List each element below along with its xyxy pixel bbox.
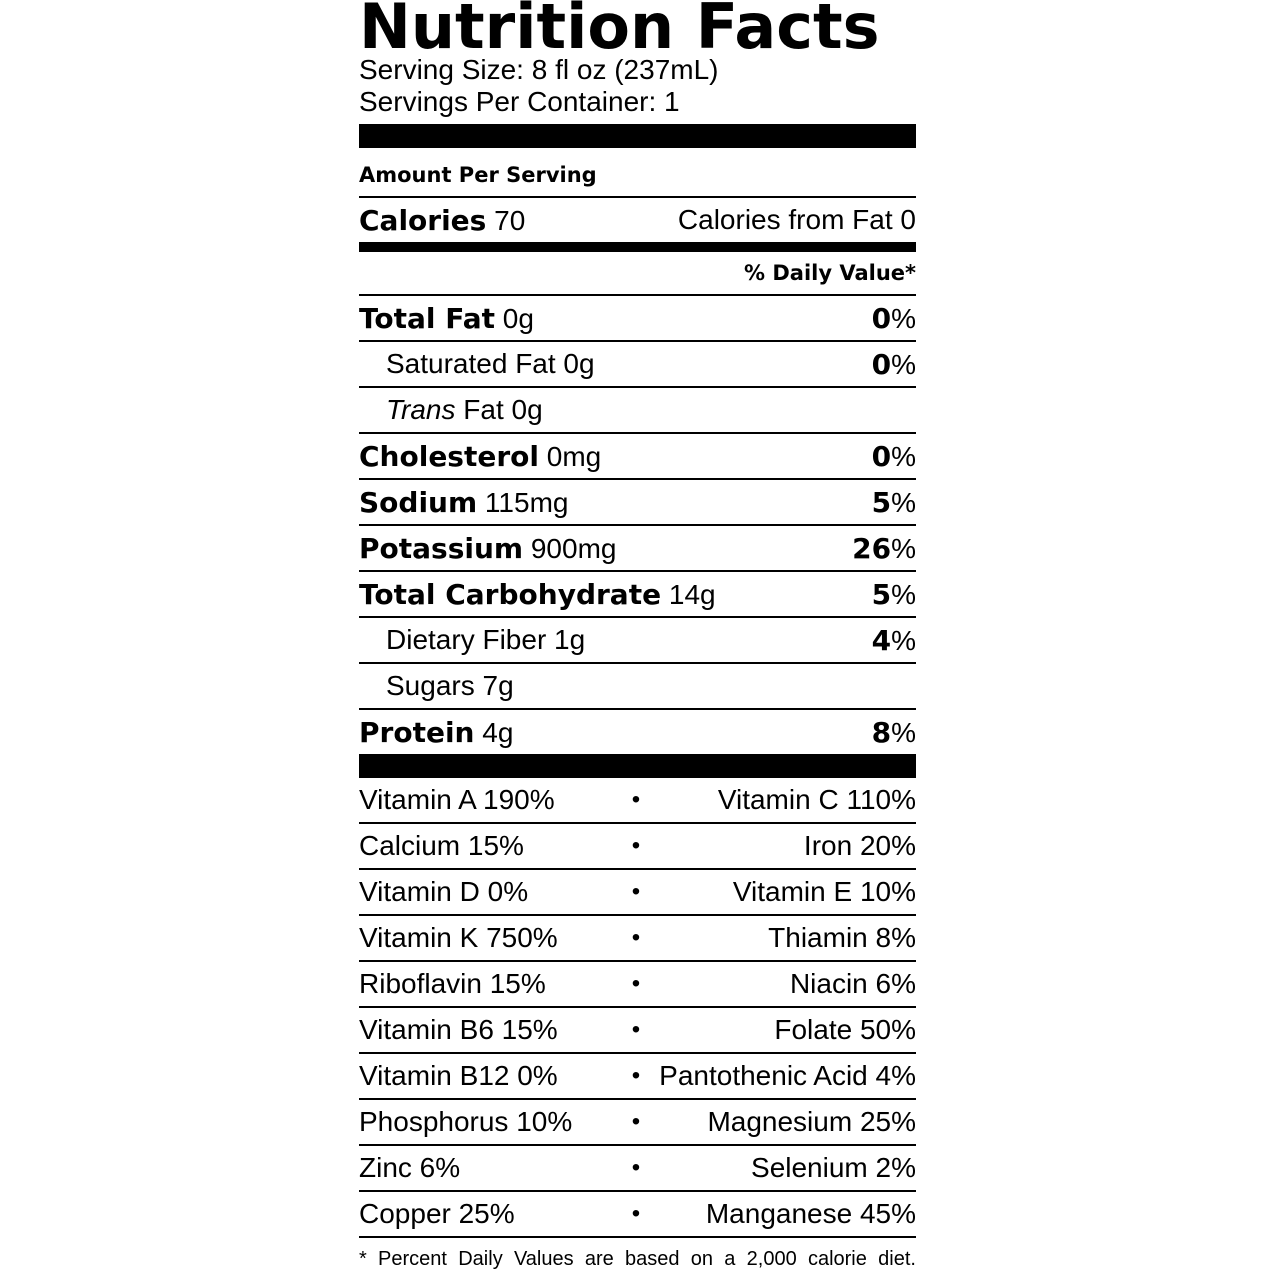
nutrient-daily-value-number: 0: [871, 439, 892, 473]
calories-from-fat: Calories from Fat 0: [677, 204, 916, 235]
vitamin-row: [359, 1146, 916, 1192]
percent-sign: %: [891, 486, 916, 518]
vitamin-right: Selenium 2%: [751, 1152, 916, 1183]
nutrient-daily-value: [872, 440, 916, 473]
nutrient-name: [359, 532, 616, 565]
nutrient-amount: 0g: [503, 394, 543, 425]
vitamin-left: Vitamin A 190%: [359, 784, 555, 815]
nutrient-name: [386, 624, 585, 656]
nutrient-label-suffix: Fat: [455, 394, 504, 425]
footnote-word: Percent: [378, 1248, 447, 1270]
nutrient-daily-value-number: 0: [871, 301, 892, 335]
bullet-separator: •: [631, 1108, 641, 1135]
bullet-separator: •: [631, 1200, 641, 1227]
vitamin-right: Folate 50%: [774, 1014, 916, 1045]
nutrient-daily-value-number: 8: [871, 715, 892, 749]
nutrient-label: Total Fat: [359, 301, 496, 335]
calories-row: [359, 198, 916, 242]
percent-sign: %: [891, 532, 916, 564]
vitamin-row: [359, 962, 916, 1008]
nutrient-daily-value-number: 26: [852, 531, 892, 565]
nutrient-name: [359, 302, 534, 335]
nutrient-row: [359, 434, 916, 480]
footnote-word: 2,000: [746, 1248, 797, 1270]
nutrient-amount: 0mg: [539, 440, 602, 472]
footnote-word: *: [359, 1248, 367, 1270]
nutrient-daily-value: [872, 624, 916, 657]
footnote-word: a: [724, 1248, 736, 1270]
calories-value: 70: [494, 204, 526, 236]
nutrient-label: Saturated Fat: [386, 348, 556, 379]
nutrient-amount: 7g: [474, 670, 514, 701]
vitamin-row: [359, 778, 916, 824]
bullet-separator: •: [631, 970, 641, 997]
vitamin-left: Calcium 15%: [359, 830, 524, 861]
vitamin-right: Thiamin 8%: [768, 922, 916, 953]
nutrient-daily-value: [872, 486, 916, 519]
nutrient-amount: 14g: [661, 578, 716, 610]
nutrient-row: [359, 388, 916, 434]
bullet-separator: •: [631, 924, 641, 951]
percent-sign: %: [891, 302, 916, 334]
footnote: [359, 1248, 916, 1271]
nutrient-daily-value: [872, 578, 916, 611]
nutrient-list: [359, 296, 916, 754]
nutrient-row: [359, 572, 916, 618]
vitamin-left: Riboflavin 15%: [359, 968, 546, 999]
nutrition-label: [359, 0, 916, 1271]
nutrient-daily-value-number: 5: [871, 485, 892, 519]
nutrient-row: [359, 618, 916, 664]
nutrient-row: [359, 480, 916, 526]
percent-sign: %: [891, 716, 916, 748]
vitamin-row: [359, 1192, 916, 1238]
nutrient-daily-value-number: 0: [871, 347, 892, 381]
vitamin-row: [359, 1100, 916, 1146]
nutrient-name: [386, 670, 514, 702]
percent-sign: %: [891, 348, 916, 380]
footnote-word: Daily: [458, 1248, 503, 1270]
divider-thick: [359, 754, 916, 778]
nutrient-daily-value-number: 4: [871, 623, 892, 657]
vitamin-row: [359, 824, 916, 870]
vitamin-left: Vitamin K 750%: [359, 922, 558, 953]
vitamin-row: [359, 916, 916, 962]
nutrient-row: [359, 296, 916, 342]
nutrient-label: Trans: [386, 394, 456, 425]
nutrient-amount: 0g: [495, 302, 534, 334]
footnote-word: calorie: [807, 1248, 867, 1270]
vitamin-right: Manganese 45%: [705, 1198, 916, 1229]
vitamin-left: Vitamin B6 15%: [359, 1014, 558, 1045]
daily-value-header: % Daily Value*: [359, 252, 916, 296]
nutrient-name: [386, 348, 595, 380]
footnote-word: based: [625, 1248, 680, 1270]
nutrient-row: [359, 710, 916, 754]
nutrient-label: Cholesterol: [359, 439, 539, 473]
nutrient-daily-value: [872, 348, 916, 381]
nutrient-amount: 1g: [546, 624, 586, 655]
divider-medium: [359, 242, 916, 252]
servings-per-container: Servings Per Container: 1: [359, 86, 680, 117]
vitamin-left: Copper 25%: [359, 1198, 515, 1229]
footnote-word: on: [690, 1248, 714, 1270]
vitamin-right: Vitamin E 10%: [732, 876, 916, 907]
nutrient-label: Sodium: [359, 485, 478, 519]
nutrient-name: [359, 440, 601, 473]
calories-label: Calories: [359, 203, 487, 237]
nutrient-name: [359, 486, 568, 519]
vitamin-row: [359, 1008, 916, 1054]
vitamin-right: Magnesium 25%: [707, 1106, 916, 1137]
footnote-word: Values: [513, 1248, 574, 1270]
bullet-separator: •: [631, 832, 641, 859]
nutrient-amount: 0g: [555, 348, 595, 379]
vitamin-left: Vitamin D 0%: [359, 876, 529, 907]
nutrient-row: [359, 664, 916, 710]
bullet-separator: •: [631, 878, 641, 905]
nutrient-label: Total Carbohydrate: [359, 577, 662, 611]
nutrient-label: Protein: [359, 715, 475, 749]
percent-sign: %: [891, 440, 916, 472]
nutrient-label: Potassium: [359, 531, 524, 565]
nutrient-daily-value: [872, 716, 916, 749]
nutrient-amount: 900mg: [523, 532, 617, 564]
nutrient-name: [359, 578, 716, 611]
nutrient-amount: 4g: [474, 716, 514, 748]
vitamin-row: [359, 870, 916, 916]
calories-left: [359, 204, 525, 237]
bullet-separator: •: [631, 1154, 641, 1181]
vitamin-row: [359, 1054, 916, 1100]
nutrient-label: Dietary Fiber: [386, 624, 547, 655]
vitamin-right: Iron 20%: [803, 830, 916, 861]
nutrient-name: [359, 716, 513, 749]
footnote-word: diet.: [878, 1248, 916, 1270]
footnote-word: are: [584, 1248, 614, 1270]
serving-size: Serving Size: 8 fl oz (237mL): [359, 54, 719, 85]
vitamin-left: Vitamin B12 0%: [359, 1060, 558, 1091]
vitamin-left: Phosphorus 10%: [359, 1106, 573, 1137]
nutrient-daily-value: [872, 302, 916, 335]
bullet-separator: •: [631, 1016, 641, 1043]
nutrient-daily-value-number: 5: [871, 577, 892, 611]
label-title: Nutrition Facts: [359, 0, 880, 63]
vitamin-right: Niacin 6%: [789, 968, 916, 999]
percent-sign: %: [891, 578, 916, 610]
vitamin-right: Pantothenic Acid 4%: [659, 1060, 916, 1091]
amount-per-serving: Amount Per Serving: [359, 154, 916, 198]
vitamin-left: Zinc 6%: [359, 1152, 461, 1183]
vitamin-list: [359, 778, 916, 1238]
nutrient-label: Sugars: [386, 670, 475, 701]
nutrient-daily-value: [852, 532, 916, 565]
divider-thick: [359, 124, 916, 148]
percent-sign: %: [891, 624, 916, 656]
bullet-separator: •: [631, 1062, 641, 1089]
nutrient-name: [386, 394, 543, 426]
nutrient-amount: 115mg: [477, 486, 569, 518]
nutrient-row: [359, 526, 916, 572]
bullet-separator: •: [631, 786, 641, 813]
nutrient-row: [359, 342, 916, 388]
vitamin-right: Vitamin C 110%: [717, 784, 916, 815]
